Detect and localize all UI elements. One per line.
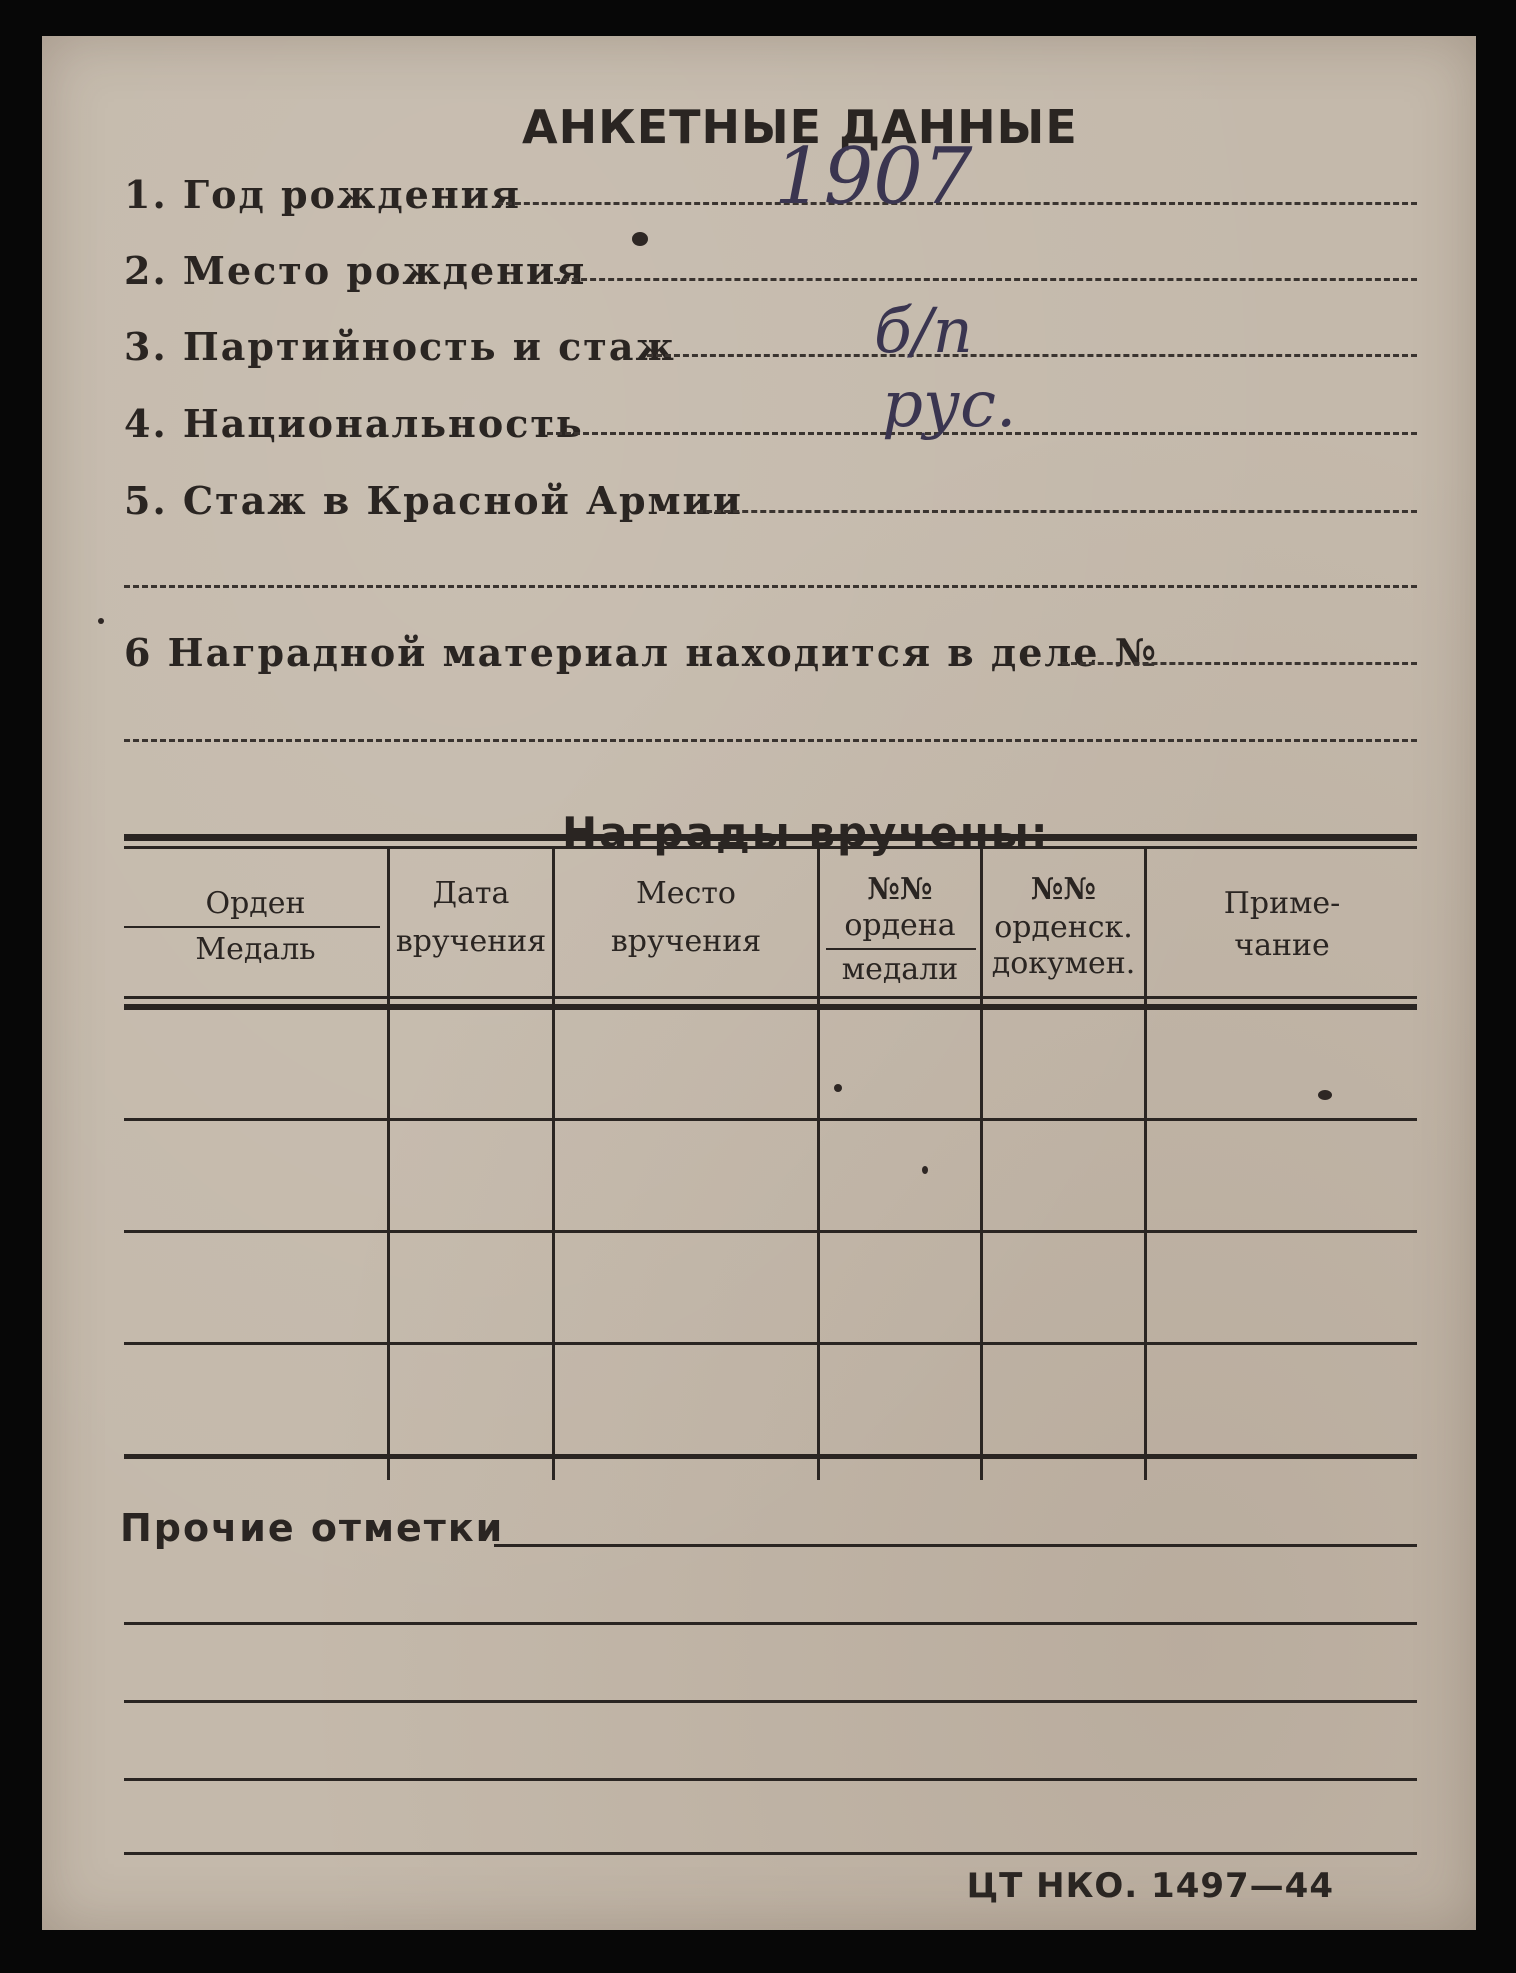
col-date-1: Дата xyxy=(432,876,510,911)
field-award-file-line-2 xyxy=(124,739,1417,742)
col-medal: Медаль xyxy=(195,932,316,967)
other-notes-line xyxy=(124,1622,1417,1625)
field-party-label: 3. Партийность и стаж xyxy=(124,324,676,369)
table-bottom-border xyxy=(124,1454,1417,1459)
col-date-2: вручения xyxy=(395,924,547,959)
field-army-service-label: 5. Стаж в Красной Армии xyxy=(124,478,743,523)
field-award-file-line xyxy=(1062,662,1417,665)
col-doc-2: орденск. xyxy=(994,910,1133,945)
field-party-line xyxy=(647,354,1417,357)
field-birth-year-value: 1907 xyxy=(774,132,973,222)
form-title: АНКЕТНЫЕ ДАННЫЕ xyxy=(522,100,1078,154)
col-number-1: №№ xyxy=(867,872,933,907)
col-order-divider xyxy=(124,926,380,928)
ink-speck xyxy=(632,232,648,246)
table-header-border xyxy=(124,996,1417,999)
field-army-service-line xyxy=(697,510,1417,513)
col-note-2: чание xyxy=(1234,928,1330,963)
awards-heading: Награды вручены: xyxy=(562,808,1050,857)
table-top-border-inner xyxy=(124,846,1417,849)
other-notes-line xyxy=(494,1544,1417,1547)
field-nationality-label: 4. Национальность xyxy=(124,401,584,446)
form-sheet xyxy=(42,36,1476,1930)
table-row xyxy=(124,1230,1417,1233)
table-row xyxy=(124,1342,1417,1345)
print-code: ЦТ НКО. 1497—44 xyxy=(966,1866,1334,1906)
col-number-3: медали xyxy=(841,952,959,987)
other-notes-line xyxy=(124,1700,1417,1703)
ink-speck xyxy=(98,618,104,624)
field-award-file-label: 6 Наградной материал находится в деле № xyxy=(124,630,1158,675)
field-nationality-value: рус. xyxy=(882,368,1017,442)
table-row xyxy=(124,1118,1417,1121)
field-birthplace-line xyxy=(554,278,1417,281)
col-doc-1: №№ xyxy=(1030,872,1097,907)
other-notes-line xyxy=(124,1778,1417,1781)
col-doc-3: докумен. xyxy=(991,946,1136,981)
other-notes-line xyxy=(124,1852,1417,1855)
field-party-value: б/п xyxy=(874,294,973,367)
field-army-service-line-2 xyxy=(124,585,1417,588)
col-place-1: Место xyxy=(636,876,736,911)
col-number-2: ордена xyxy=(844,908,956,943)
col-place-2: вручения xyxy=(610,924,762,959)
other-notes-label: Прочие отметки xyxy=(120,1506,505,1550)
col-note-1: Приме- xyxy=(1223,886,1341,921)
ink-speck xyxy=(922,1166,928,1174)
ink-speck xyxy=(834,1084,842,1092)
col-order: Орден xyxy=(205,886,306,921)
field-birthplace-label: 2. Место рождения xyxy=(124,248,587,293)
ink-speck xyxy=(1318,1090,1332,1100)
field-birth-year-label: 1. Год рождения xyxy=(124,172,521,217)
table-top-border xyxy=(124,834,1417,841)
table-header-border-thick xyxy=(124,1004,1417,1010)
